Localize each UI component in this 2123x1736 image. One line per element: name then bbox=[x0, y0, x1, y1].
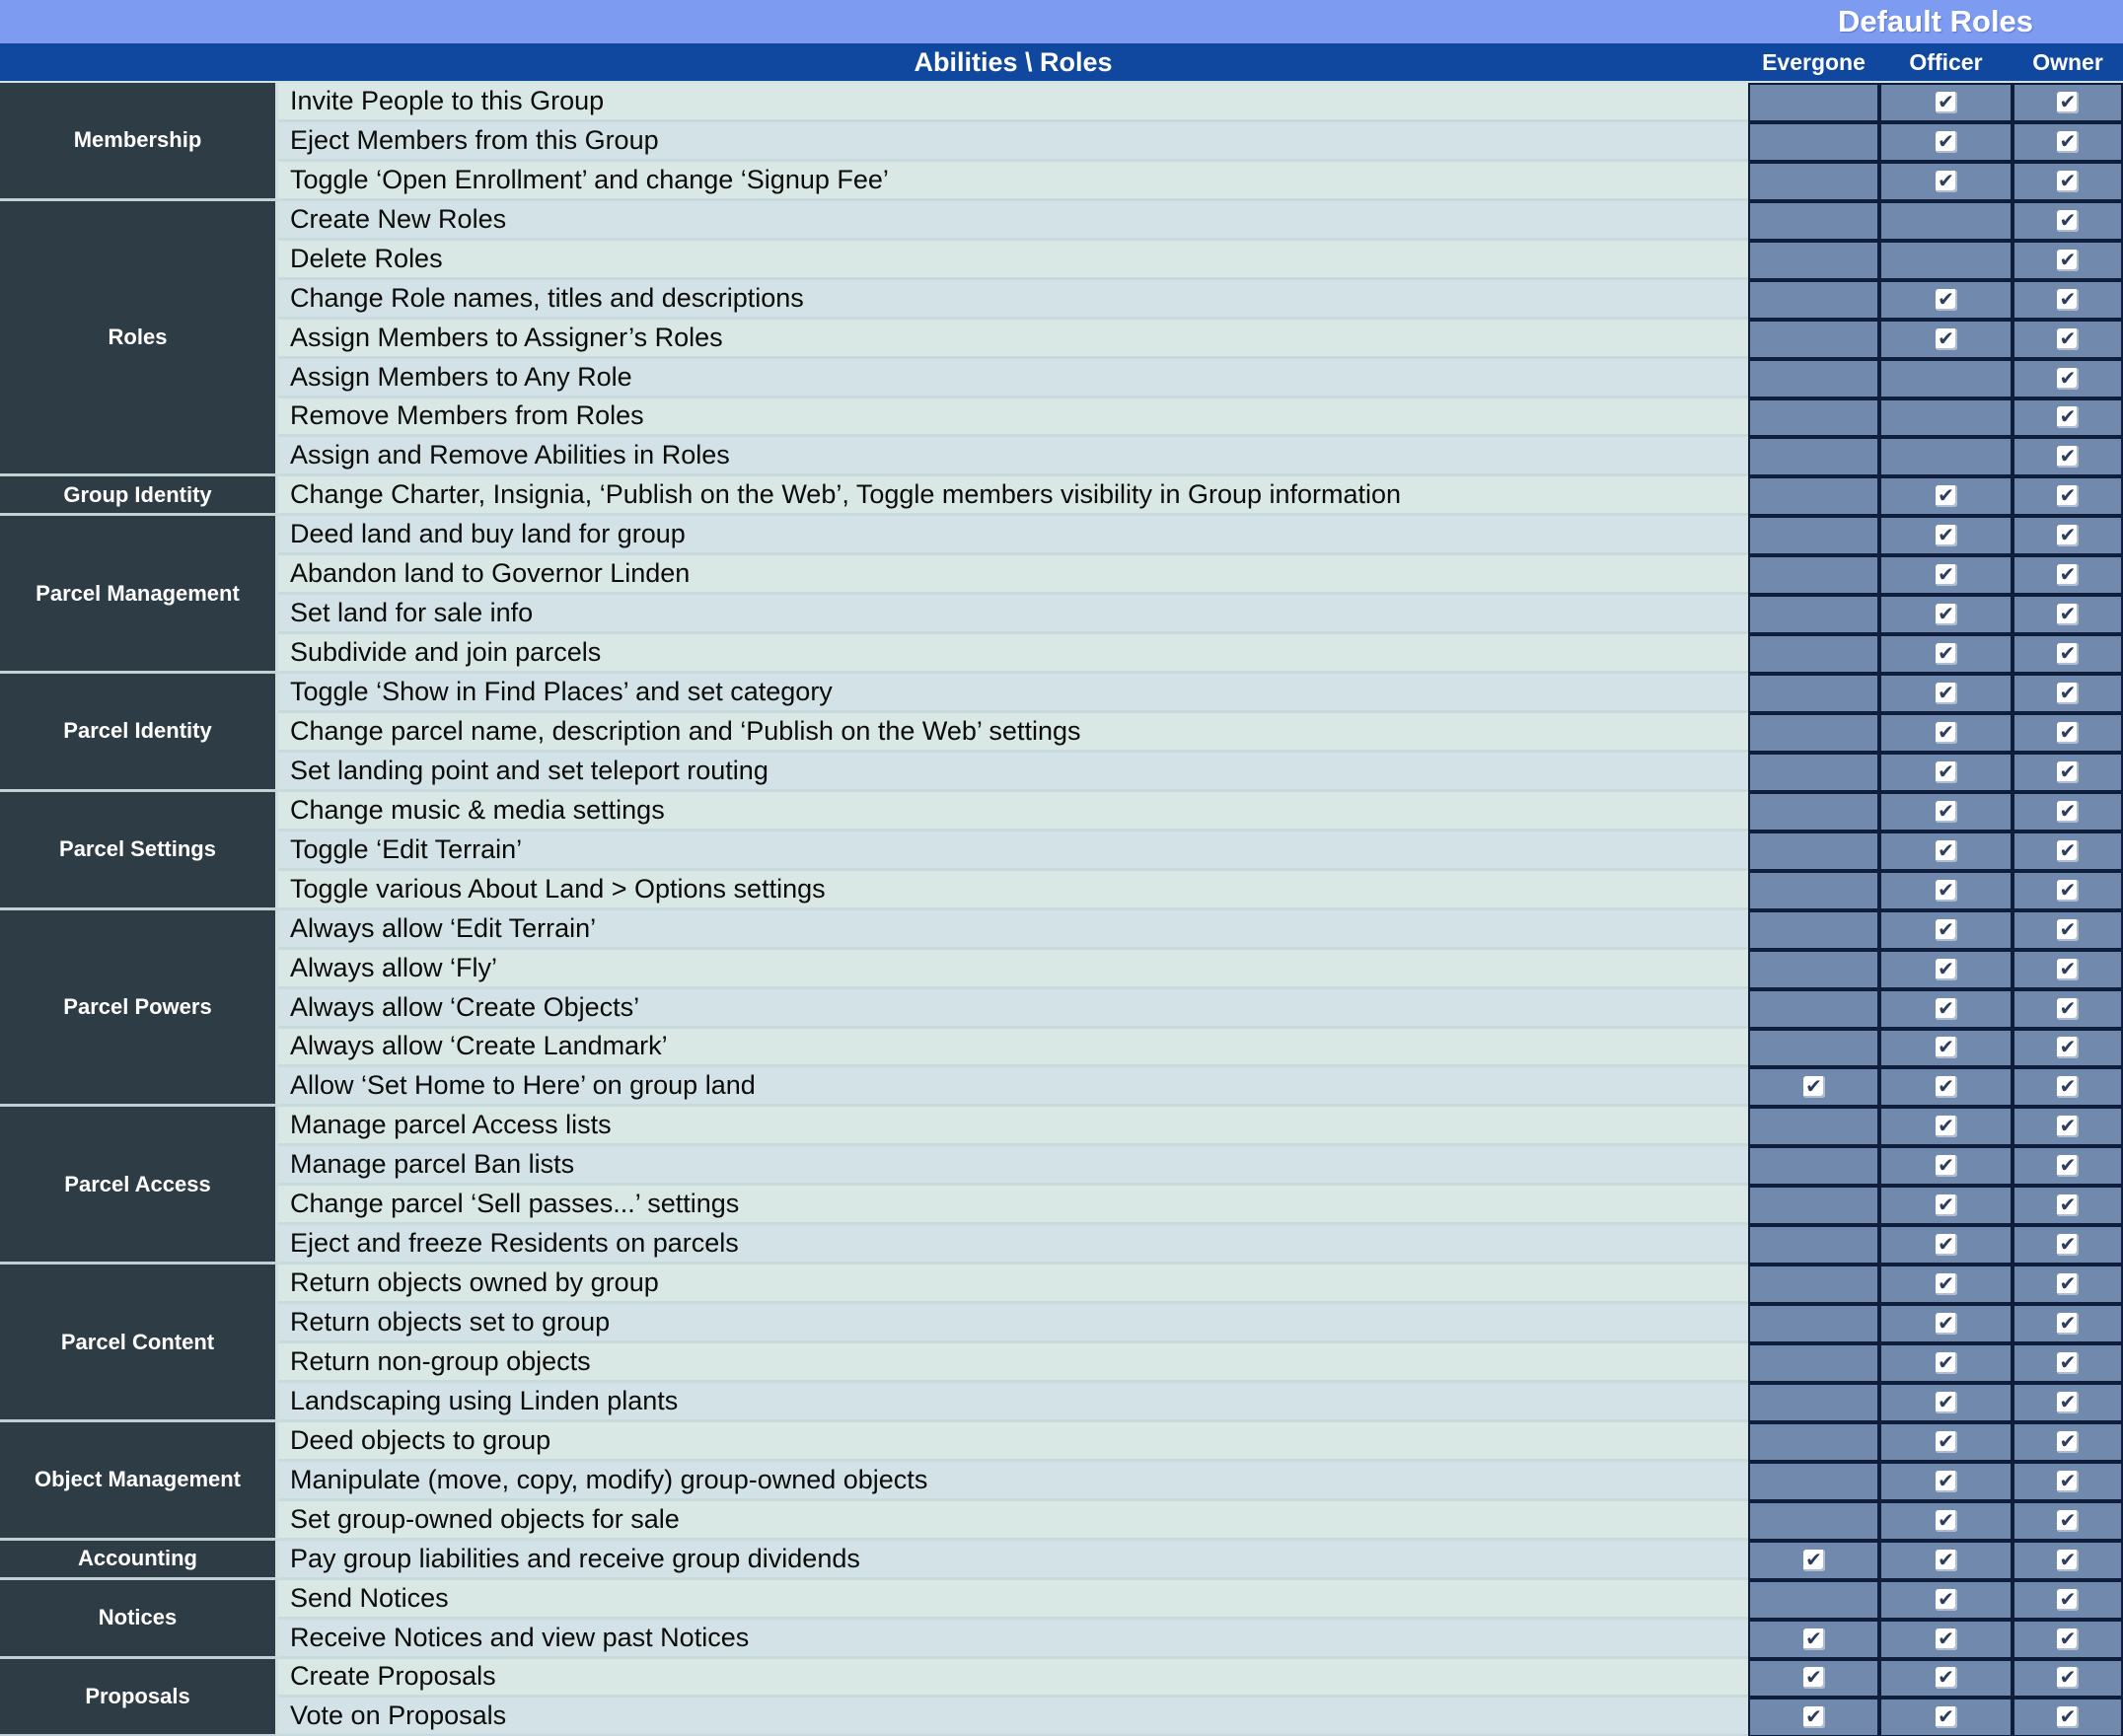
checkbox-checked-icon: ✔ bbox=[2057, 801, 2079, 823]
checkbox-cell-everyone[interactable] bbox=[1748, 674, 1879, 713]
checkbox-checked-icon: ✔ bbox=[1936, 131, 1957, 153]
checkbox-cell-everyone[interactable] bbox=[1748, 1698, 1879, 1736]
checkbox-checked-icon: ✔ bbox=[2057, 328, 2079, 350]
checkbox-checked-icon: ✔ bbox=[1936, 485, 1957, 507]
ability-label: Create Proposals bbox=[278, 1659, 1748, 1699]
checkbox-cell-everyone[interactable] bbox=[1748, 1501, 1879, 1541]
checkbox-cell-everyone[interactable] bbox=[1748, 280, 1879, 320]
checkbox-cell-everyone[interactable] bbox=[1748, 320, 1879, 359]
checkbox-checked-icon: ✔ bbox=[1936, 880, 1957, 902]
checkbox-checked-icon: ✔ bbox=[1936, 1116, 1957, 1137]
category-cell-accounting: Accounting bbox=[0, 1541, 278, 1580]
checkbox-cell-owner[interactable] bbox=[2013, 1186, 2123, 1225]
ability-label: Always allow ‘Fly’ bbox=[278, 950, 1748, 989]
checkbox-cell-everyone[interactable] bbox=[1748, 1029, 1879, 1068]
checkbox-checked-icon: ✔ bbox=[1936, 171, 1957, 192]
checkbox-checked-icon: ✔ bbox=[2057, 840, 2079, 862]
checkbox-cell-everyone[interactable] bbox=[1748, 1659, 1879, 1699]
checkbox-checked-icon: ✔ bbox=[1936, 1234, 1957, 1256]
checkbox-cell-owner[interactable] bbox=[2013, 1225, 2123, 1265]
default-roles-banner bbox=[0, 0, 2123, 43]
checkbox-cell-owner[interactable] bbox=[2013, 1659, 2123, 1699]
checkbox-checked-icon: ✔ bbox=[2057, 406, 2079, 428]
checkbox-cell-owner[interactable] bbox=[2013, 989, 2123, 1029]
ability-label: Invite People to this Group bbox=[278, 83, 1748, 122]
checkbox-cell-everyone[interactable] bbox=[1748, 910, 1879, 950]
ability-label: Change Charter, Insignia, ‘Publish on the Web’, Toggle members visibility in Group information bbox=[278, 476, 1748, 516]
checkbox-cell-officer[interactable] bbox=[1879, 1659, 2013, 1699]
checkbox-cell-everyone[interactable] bbox=[1748, 1580, 1879, 1620]
table-title: Abilities \ Roles bbox=[914, 46, 1113, 77]
checkbox-checked-icon: ✔ bbox=[1936, 1352, 1957, 1374]
checkbox-cell-owner[interactable] bbox=[2013, 476, 2123, 516]
checkbox-checked-icon: ✔ bbox=[2057, 368, 2079, 390]
checkbox-checked-icon: ✔ bbox=[1936, 722, 1957, 744]
checkbox-checked-icon: ✔ bbox=[2057, 525, 2079, 546]
checkbox-cell-officer[interactable] bbox=[1879, 1029, 2013, 1068]
checkbox-cell-owner[interactable] bbox=[2013, 1146, 2123, 1186]
checkbox-cell-officer[interactable] bbox=[1879, 595, 2013, 634]
checkbox-cell-owner[interactable] bbox=[2013, 674, 2123, 713]
category-cell-parcel-settings: Parcel Settings bbox=[0, 792, 278, 910]
checkbox-cell-officer[interactable] bbox=[1879, 674, 2013, 713]
category-cell-roles: Roles bbox=[0, 201, 278, 477]
checkbox-checked-icon: ✔ bbox=[1936, 683, 1957, 704]
checkbox-checked-icon: ✔ bbox=[2057, 1628, 2079, 1650]
checkbox-checked-icon: ✔ bbox=[1936, 1510, 1957, 1532]
checkbox-cell-officer[interactable] bbox=[1879, 122, 2013, 162]
checkbox-cell-owner[interactable] bbox=[2013, 910, 2123, 950]
header-spacer bbox=[0, 43, 278, 81]
ability-label: Eject Members from this Group bbox=[278, 122, 1748, 162]
checkbox-cell-owner[interactable] bbox=[2013, 1383, 2123, 1422]
checkbox-cell-officer[interactable] bbox=[1879, 359, 2013, 398]
ability-label: Toggle ‘Show in Find Places’ and set category bbox=[278, 674, 1748, 713]
checkbox-cell-officer[interactable] bbox=[1879, 437, 2013, 476]
checkbox-cell-owner[interactable] bbox=[2013, 1067, 2123, 1107]
checkbox-cell-everyone[interactable] bbox=[1748, 713, 1879, 753]
checkbox-cell-owner[interactable] bbox=[2013, 713, 2123, 753]
ability-label: Return objects set to group bbox=[278, 1304, 1748, 1343]
checkbox-checked-icon: ✔ bbox=[1936, 92, 1957, 113]
checkbox-checked-icon: ✔ bbox=[2057, 880, 2079, 902]
abilities-roles-table bbox=[0, 83, 2123, 1736]
checkbox-checked-icon: ✔ bbox=[1936, 1431, 1957, 1453]
ability-label: Receive Notices and view past Notices bbox=[278, 1620, 1748, 1659]
checkbox-checked-icon: ✔ bbox=[2057, 1116, 2079, 1137]
checkbox-cell-officer[interactable] bbox=[1879, 1620, 2013, 1659]
checkbox-cell-officer[interactable] bbox=[1879, 1225, 2013, 1265]
checkbox-checked-icon: ✔ bbox=[1936, 1589, 1957, 1611]
checkbox-cell-officer[interactable] bbox=[1879, 792, 2013, 832]
checkbox-cell-owner[interactable] bbox=[2013, 1620, 2123, 1659]
checkbox-cell-everyone[interactable] bbox=[1748, 359, 1879, 398]
checkbox-cell-everyone[interactable] bbox=[1748, 1107, 1879, 1146]
ability-label: Change Role names, titles and descriptions bbox=[278, 280, 1748, 320]
checkbox-checked-icon: ✔ bbox=[1936, 1194, 1957, 1216]
category-cell-notices: Notices bbox=[0, 1580, 278, 1659]
checkbox-checked-icon: ✔ bbox=[2057, 250, 2079, 271]
checkbox-cell-officer[interactable] bbox=[1879, 162, 2013, 201]
category-cell-parcel-access: Parcel Access bbox=[0, 1107, 278, 1265]
checkbox-checked-icon: ✔ bbox=[2057, 171, 2079, 192]
checkbox-cell-officer[interactable] bbox=[1879, 241, 2013, 280]
checkbox-checked-icon: ✔ bbox=[1936, 525, 1957, 546]
checkbox-cell-officer[interactable] bbox=[1879, 280, 2013, 320]
checkbox-cell-owner[interactable] bbox=[2013, 634, 2123, 674]
checkbox-cell-everyone[interactable] bbox=[1748, 437, 1879, 476]
ability-label: Delete Roles bbox=[278, 241, 1748, 280]
checkbox-cell-owner[interactable] bbox=[2013, 1501, 2123, 1541]
checkbox-checked-icon: ✔ bbox=[1936, 1155, 1957, 1177]
column-header-everyone: Evergone bbox=[1762, 48, 1866, 75]
checkbox-cell-officer[interactable] bbox=[1879, 989, 2013, 1029]
checkbox-cell-everyone[interactable] bbox=[1748, 1383, 1879, 1422]
checkbox-checked-icon: ✔ bbox=[2057, 1194, 2079, 1216]
checkbox-checked-icon: ✔ bbox=[2057, 446, 2079, 468]
checkbox-cell-everyone[interactable] bbox=[1748, 595, 1879, 634]
ability-label: Pay group liabilities and receive group dividends bbox=[278, 1541, 1748, 1580]
column-header-officer: Officer bbox=[1909, 48, 1983, 75]
checkbox-checked-icon: ✔ bbox=[1936, 643, 1957, 665]
checkbox-cell-officer[interactable] bbox=[1879, 950, 2013, 989]
checkbox-checked-icon: ✔ bbox=[2057, 1155, 2079, 1177]
table-header-bar bbox=[0, 43, 2123, 83]
banner-spacer bbox=[0, 0, 1748, 43]
checkbox-cell-everyone[interactable] bbox=[1748, 832, 1879, 871]
checkbox-checked-icon: ✔ bbox=[1803, 1667, 1825, 1689]
checkbox-checked-icon: ✔ bbox=[2057, 1550, 2079, 1571]
checkbox-cell-everyone[interactable] bbox=[1748, 398, 1879, 438]
checkbox-cell-officer[interactable] bbox=[1879, 555, 2013, 595]
checkbox-checked-icon: ✔ bbox=[2057, 1667, 2079, 1689]
ability-label: Toggle ‘Edit Terrain’ bbox=[278, 832, 1748, 871]
checkbox-cell-everyone[interactable] bbox=[1748, 1343, 1879, 1383]
checkbox-checked-icon: ✔ bbox=[2057, 92, 2079, 113]
checkbox-cell-officer[interactable] bbox=[1879, 476, 2013, 516]
checkbox-cell-everyone[interactable] bbox=[1748, 871, 1879, 910]
checkbox-checked-icon: ✔ bbox=[1936, 1392, 1957, 1413]
ability-label: Assign Members to Any Role bbox=[278, 359, 1748, 398]
checkbox-cell-owner[interactable] bbox=[2013, 555, 2123, 595]
checkbox-cell-officer[interactable] bbox=[1879, 1304, 2013, 1343]
checkbox-checked-icon: ✔ bbox=[1936, 564, 1957, 586]
checkbox-cell-owner[interactable] bbox=[2013, 792, 2123, 832]
checkbox-cell-officer[interactable] bbox=[1879, 634, 2013, 674]
checkbox-cell-officer[interactable] bbox=[1879, 1067, 2013, 1107]
checkbox-cell-officer[interactable] bbox=[1879, 320, 2013, 359]
checkbox-cell-owner[interactable] bbox=[2013, 320, 2123, 359]
checkbox-checked-icon: ✔ bbox=[1936, 1550, 1957, 1571]
column-header-owner: Owner bbox=[2032, 48, 2103, 75]
checkbox-cell-everyone[interactable] bbox=[1748, 162, 1879, 201]
checkbox-cell-everyone[interactable] bbox=[1748, 555, 1879, 595]
ability-label: Change parcel name, description and ‘Publish on the Web’ settings bbox=[278, 713, 1748, 753]
ability-label: Always allow ‘Edit Terrain’ bbox=[278, 910, 1748, 950]
checkbox-cell-owner[interactable] bbox=[2013, 1304, 2123, 1343]
checkbox-checked-icon: ✔ bbox=[1936, 328, 1957, 350]
checkbox-cell-everyone[interactable] bbox=[1748, 753, 1879, 792]
checkbox-checked-icon: ✔ bbox=[2057, 643, 2079, 665]
checkbox-cell-everyone[interactable] bbox=[1748, 1265, 1879, 1304]
checkbox-checked-icon: ✔ bbox=[1803, 1076, 1825, 1098]
checkbox-cell-everyone[interactable] bbox=[1748, 516, 1879, 555]
checkbox-checked-icon: ✔ bbox=[2057, 1076, 2079, 1098]
checkbox-cell-officer[interactable] bbox=[1879, 1541, 2013, 1580]
checkbox-checked-icon: ✔ bbox=[1936, 1076, 1957, 1098]
checkbox-cell-officer[interactable] bbox=[1879, 713, 2013, 753]
checkbox-cell-owner[interactable] bbox=[2013, 122, 2123, 162]
checkbox-cell-officer[interactable] bbox=[1879, 1580, 2013, 1620]
checkbox-checked-icon: ✔ bbox=[1936, 1037, 1957, 1058]
checkbox-checked-icon: ✔ bbox=[1936, 1273, 1957, 1295]
checkbox-cell-officer[interactable] bbox=[1879, 398, 2013, 438]
ability-label: Always allow ‘Create Objects’ bbox=[278, 989, 1748, 1029]
checkbox-cell-owner[interactable] bbox=[2013, 1580, 2123, 1620]
checkbox-checked-icon: ✔ bbox=[1803, 1550, 1825, 1571]
ability-label: Abandon land to Governor Linden bbox=[278, 555, 1748, 595]
checkbox-checked-icon: ✔ bbox=[2057, 1589, 2079, 1611]
checkbox-cell-officer[interactable] bbox=[1879, 1186, 2013, 1225]
ability-label: Deed land and buy land for group bbox=[278, 516, 1748, 555]
checkbox-cell-officer[interactable] bbox=[1879, 83, 2013, 122]
ability-label: Send Notices bbox=[278, 1580, 1748, 1620]
checkbox-cell-officer[interactable] bbox=[1879, 1501, 2013, 1541]
checkbox-cell-everyone[interactable] bbox=[1748, 989, 1879, 1029]
checkbox-checked-icon: ✔ bbox=[2057, 1510, 2079, 1532]
checkbox-cell-officer[interactable] bbox=[1879, 1462, 2013, 1501]
checkbox-cell-owner[interactable] bbox=[2013, 241, 2123, 280]
checkbox-cell-officer[interactable] bbox=[1879, 516, 2013, 555]
checkbox-cell-owner[interactable] bbox=[2013, 437, 2123, 476]
checkbox-cell-owner[interactable] bbox=[2013, 1029, 2123, 1068]
checkbox-cell-owner[interactable] bbox=[2013, 871, 2123, 910]
ability-label: Set group-owned objects for sale bbox=[278, 1501, 1748, 1541]
checkbox-cell-everyone[interactable] bbox=[1748, 476, 1879, 516]
checkbox-checked-icon: ✔ bbox=[2057, 210, 2079, 232]
checkbox-cell-officer[interactable] bbox=[1879, 910, 2013, 950]
ability-label: Toggle various About Land > Options settings bbox=[278, 871, 1748, 910]
checkbox-cell-owner[interactable] bbox=[2013, 1462, 2123, 1501]
checkbox-checked-icon: ✔ bbox=[2057, 998, 2079, 1020]
checkbox-cell-officer[interactable] bbox=[1879, 832, 2013, 871]
checkbox-checked-icon: ✔ bbox=[1936, 1313, 1957, 1335]
checkbox-checked-icon: ✔ bbox=[1936, 1706, 1957, 1728]
ability-label: Subdivide and join parcels bbox=[278, 634, 1748, 674]
checkbox-cell-everyone[interactable] bbox=[1748, 1541, 1879, 1580]
checkbox-cell-officer[interactable] bbox=[1879, 1146, 2013, 1186]
ability-label: Eject and freeze Residents on parcels bbox=[278, 1225, 1748, 1265]
ability-label: Remove Members from Roles bbox=[278, 398, 1748, 438]
checkbox-cell-officer[interactable] bbox=[1879, 871, 2013, 910]
ability-label: Return objects owned by group bbox=[278, 1265, 1748, 1304]
checkbox-cell-officer[interactable] bbox=[1879, 1422, 2013, 1462]
ability-label: Deed objects to group bbox=[278, 1422, 1748, 1462]
category-cell-group-identity: Group Identity bbox=[0, 476, 278, 516]
checkbox-checked-icon: ✔ bbox=[1936, 801, 1957, 823]
category-cell-parcel-identity: Parcel Identity bbox=[0, 674, 278, 792]
checkbox-checked-icon: ✔ bbox=[2057, 683, 2079, 704]
checkbox-cell-owner[interactable] bbox=[2013, 753, 2123, 792]
checkbox-cell-everyone[interactable] bbox=[1748, 792, 1879, 832]
checkbox-cell-officer[interactable] bbox=[1879, 1383, 2013, 1422]
checkbox-checked-icon: ✔ bbox=[2057, 1313, 2079, 1335]
checkbox-cell-owner[interactable] bbox=[2013, 595, 2123, 634]
checkbox-checked-icon: ✔ bbox=[2057, 1431, 2079, 1453]
checkbox-checked-icon: ✔ bbox=[1936, 604, 1957, 625]
checkbox-checked-icon: ✔ bbox=[1936, 1471, 1957, 1492]
checkbox-checked-icon: ✔ bbox=[2057, 1392, 2079, 1413]
checkbox-checked-icon: ✔ bbox=[2057, 1273, 2079, 1295]
checkbox-checked-icon: ✔ bbox=[2057, 131, 2079, 153]
checkbox-cell-everyone[interactable] bbox=[1748, 634, 1879, 674]
ability-label: Assign and Remove Abilities in Roles bbox=[278, 437, 1748, 476]
checkbox-checked-icon: ✔ bbox=[1936, 919, 1957, 941]
checkbox-cell-everyone[interactable] bbox=[1748, 241, 1879, 280]
checkbox-cell-everyone[interactable] bbox=[1748, 1067, 1879, 1107]
checkbox-checked-icon: ✔ bbox=[2057, 1234, 2079, 1256]
checkbox-checked-icon: ✔ bbox=[2057, 959, 2079, 980]
checkbox-cell-owner[interactable] bbox=[2013, 1698, 2123, 1736]
checkbox-checked-icon: ✔ bbox=[1803, 1628, 1825, 1650]
checkbox-checked-icon: ✔ bbox=[1936, 761, 1957, 783]
checkbox-checked-icon: ✔ bbox=[2057, 485, 2079, 507]
ability-label: Set land for sale info bbox=[278, 595, 1748, 634]
checkbox-checked-icon: ✔ bbox=[2057, 1706, 2079, 1728]
checkbox-cell-owner[interactable] bbox=[2013, 359, 2123, 398]
ability-label: Landscaping using Linden plants bbox=[278, 1383, 1748, 1422]
checkbox-cell-everyone[interactable] bbox=[1748, 1620, 1879, 1659]
checkbox-cell-everyone[interactable] bbox=[1748, 1186, 1879, 1225]
checkbox-cell-owner[interactable] bbox=[2013, 398, 2123, 438]
ability-label: Manipulate (move, copy, modify) group-owned objects bbox=[278, 1462, 1748, 1501]
checkbox-checked-icon: ✔ bbox=[2057, 1037, 2079, 1058]
checkbox-cell-owner[interactable] bbox=[2013, 1343, 2123, 1383]
checkbox-cell-owner[interactable] bbox=[2013, 516, 2123, 555]
checkbox-checked-icon: ✔ bbox=[2057, 564, 2079, 586]
ability-label: Assign Members to Assigner’s Roles bbox=[278, 320, 1748, 359]
checkbox-cell-everyone[interactable] bbox=[1748, 950, 1879, 989]
ability-label: Set landing point and set teleport routing bbox=[278, 753, 1748, 792]
checkbox-cell-officer[interactable] bbox=[1879, 1265, 2013, 1304]
checkbox-checked-icon: ✔ bbox=[1936, 840, 1957, 862]
checkbox-checked-icon: ✔ bbox=[2057, 1352, 2079, 1374]
checkbox-checked-icon: ✔ bbox=[1936, 959, 1957, 980]
ability-label: Change music & media settings bbox=[278, 792, 1748, 832]
checkbox-cell-officer[interactable] bbox=[1879, 753, 2013, 792]
checkbox-checked-icon: ✔ bbox=[1936, 1667, 1957, 1689]
ability-label: Vote on Proposals bbox=[278, 1698, 1748, 1736]
checkbox-checked-icon: ✔ bbox=[2057, 919, 2079, 941]
category-cell-parcel-powers: Parcel Powers bbox=[0, 910, 278, 1108]
checkbox-cell-owner[interactable] bbox=[2013, 1265, 2123, 1304]
checkbox-cell-everyone[interactable] bbox=[1748, 1225, 1879, 1265]
checkbox-cell-owner[interactable] bbox=[2013, 83, 2123, 122]
category-cell-parcel-management: Parcel Management bbox=[0, 516, 278, 674]
category-cell-object-management: Object Management bbox=[0, 1422, 278, 1541]
checkbox-checked-icon: ✔ bbox=[2057, 1471, 2079, 1492]
checkbox-cell-everyone[interactable] bbox=[1748, 1304, 1879, 1343]
checkbox-cell-owner[interactable] bbox=[2013, 162, 2123, 201]
checkbox-checked-icon: ✔ bbox=[2057, 289, 2079, 311]
checkbox-cell-officer[interactable] bbox=[1879, 1107, 2013, 1146]
checkbox-checked-icon: ✔ bbox=[2057, 761, 2079, 783]
checkbox-cell-officer[interactable] bbox=[1879, 201, 2013, 241]
ability-label: Manage parcel Access lists bbox=[278, 1107, 1748, 1146]
ability-label: Always allow ‘Create Landmark’ bbox=[278, 1029, 1748, 1068]
checkbox-cell-everyone[interactable] bbox=[1748, 1146, 1879, 1186]
checkbox-cell-owner[interactable] bbox=[2013, 832, 2123, 871]
checkbox-cell-everyone[interactable] bbox=[1748, 1462, 1879, 1501]
ability-label: Create New Roles bbox=[278, 201, 1748, 241]
category-cell-membership: Membership bbox=[0, 83, 278, 201]
ability-label: Allow ‘Set Home to Here’ on group land bbox=[278, 1067, 1748, 1107]
checkbox-cell-owner[interactable] bbox=[2013, 201, 2123, 241]
checkbox-cell-officer[interactable] bbox=[1879, 1698, 2013, 1736]
checkbox-cell-everyone[interactable] bbox=[1748, 201, 1879, 241]
checkbox-checked-icon: ✔ bbox=[2057, 604, 2079, 625]
ability-label: Return non-group objects bbox=[278, 1343, 1748, 1383]
checkbox-cell-everyone[interactable] bbox=[1748, 1422, 1879, 1462]
ability-label: Change parcel ‘Sell passes...’ settings bbox=[278, 1186, 1748, 1225]
checkbox-checked-icon: ✔ bbox=[2057, 722, 2079, 744]
checkbox-cell-owner[interactable] bbox=[2013, 1422, 2123, 1462]
checkbox-cell-owner[interactable] bbox=[2013, 280, 2123, 320]
checkbox-cell-officer[interactable] bbox=[1879, 1343, 2013, 1383]
checkbox-checked-icon: ✔ bbox=[1936, 998, 1957, 1020]
category-cell-proposals: Proposals bbox=[0, 1659, 278, 1736]
checkbox-checked-icon: ✔ bbox=[1936, 1628, 1957, 1650]
default-roles-label: Default Roles bbox=[1837, 4, 2034, 38]
checkbox-checked-icon: ✔ bbox=[1936, 289, 1957, 311]
category-cell-parcel-content: Parcel Content bbox=[0, 1265, 278, 1422]
ability-label: Toggle ‘Open Enrollment’ and change ‘Signup Fee’ bbox=[278, 162, 1748, 201]
checkbox-cell-owner[interactable] bbox=[2013, 1541, 2123, 1580]
checkbox-cell-owner[interactable] bbox=[2013, 1107, 2123, 1146]
ability-label: Manage parcel Ban lists bbox=[278, 1146, 1748, 1186]
checkbox-cell-everyone[interactable] bbox=[1748, 122, 1879, 162]
checkbox-checked-icon: ✔ bbox=[1803, 1706, 1825, 1728]
checkbox-cell-everyone[interactable] bbox=[1748, 83, 1879, 122]
checkbox-cell-owner[interactable] bbox=[2013, 950, 2123, 989]
